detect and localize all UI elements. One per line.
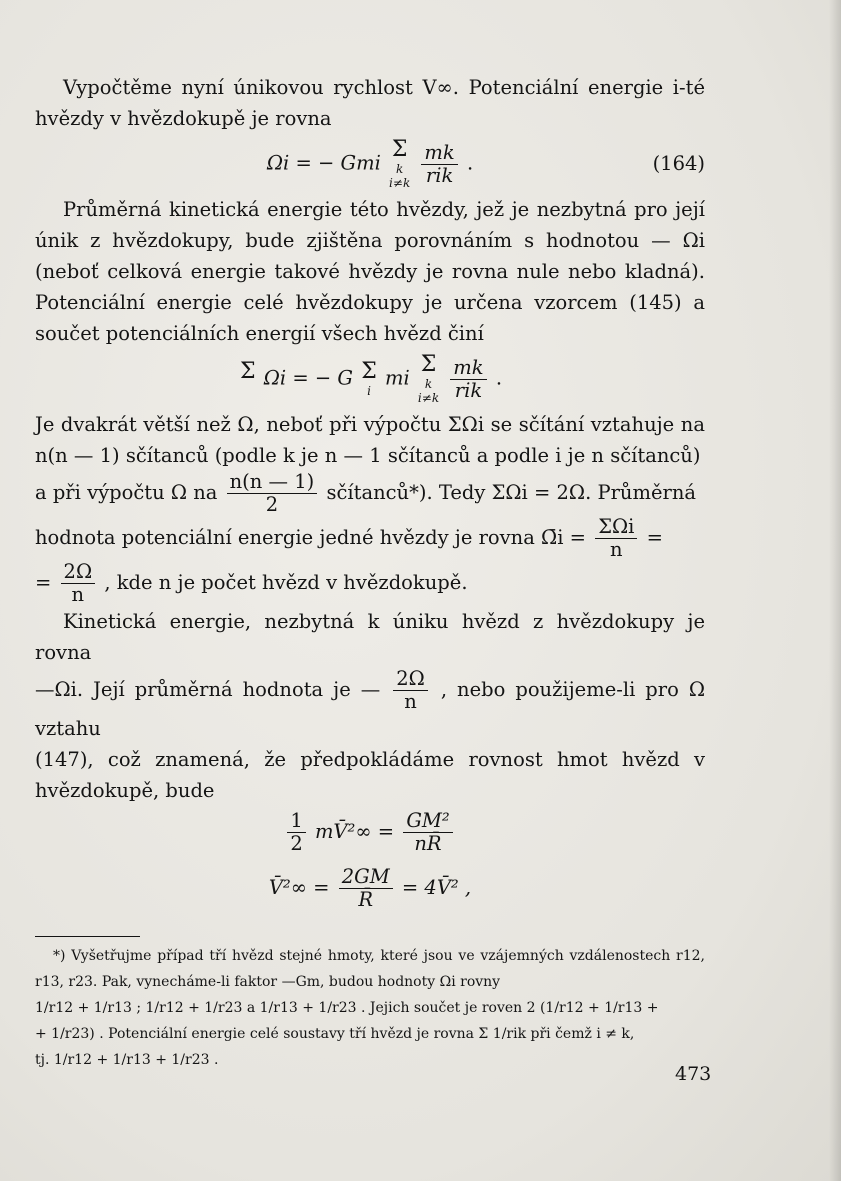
para3c-den: n (610, 538, 623, 561)
page-edge-shadow (829, 0, 841, 1181)
equation-kinetic (35, 810, 705, 862)
para3c-num: ΣΩi (595, 516, 637, 539)
para3d-den: n (71, 583, 85, 606)
eq2-fraction (450, 357, 486, 402)
para3b-post: sčítanců*). Tedy ΣΩi = 2Ω. Průměrná (326, 481, 697, 504)
para4b-fraction (393, 668, 428, 713)
eq4-num: 2GM (339, 866, 393, 889)
eq2-sub-k: k (424, 377, 433, 391)
footnote-rule (35, 936, 140, 937)
paragraph-3c (35, 516, 705, 561)
para4b-num: 2Ω (393, 668, 428, 691)
footnote-line-1: *) Vyšetřujme případ tří hvězd stejné hmoty, které jsou ve vzájemných vzdálenostech r12, r13, r23. Pak, vynecháme-li faktor —Gm, budou hodnoty Ωi rovny (35, 948, 705, 990)
eq3-half (287, 810, 305, 855)
eq2-num: mk (450, 357, 486, 380)
para4b-den: n (404, 690, 417, 713)
footnote-line-4: tj. 1/r12 + 1/r13 + 1/r23 . (35, 1052, 219, 1068)
eq164-sum-sub: k (395, 162, 404, 176)
eq164-sum: Σ k i≠k (389, 137, 411, 190)
eq4-den: R̄ (358, 888, 374, 911)
eq4-lhs: V̄²∞ = (268, 876, 330, 899)
eq164-lhs: Ωi = − Gmi (266, 151, 381, 175)
eq3-half-num: 1 (287, 810, 305, 833)
paragraph-3b (35, 471, 705, 516)
para4b-pre: —Ωi. Její průměrná hodnota je — (35, 678, 381, 701)
para3b-num: n(n — 1) (227, 471, 318, 494)
para4b-post: , nebo použijeme-li pro Ω vztahu (35, 678, 706, 740)
para3c-post: = (646, 526, 663, 549)
paragraph-4c: (147), což znamená, že předpokládáme rovnost hmot hvězd v hvězdokupě, bude (35, 748, 705, 802)
eq4-rhs: = 4V̄² , (401, 876, 472, 899)
eq2-sum-i: Σ i (361, 359, 377, 398)
para3d-post: , kde n je počet hvězd v hvězdokupě. (104, 571, 468, 594)
page-number: 473 (675, 1063, 712, 1085)
eq3-rhs-den: nR̄ (414, 832, 442, 855)
paragraph-4b (35, 668, 705, 744)
para3b-fraction (227, 471, 318, 516)
page-content (35, 72, 705, 1073)
footnote-line-3: + 1/r23) . Potenciální energie celé soustavy tří hvězd je rovna Σ 1/rik při čemž i ≠ k, (35, 1026, 635, 1042)
eq3-half-den: 2 (290, 832, 303, 855)
eq164-den: rik (425, 163, 454, 187)
para3c-pre: hodnota potenciální energie jedné hvězdy je rovna Ω̄i = (35, 526, 586, 549)
para3c-fraction (595, 516, 637, 561)
eq2-mi: mi (384, 366, 410, 390)
paragraph-3d (35, 561, 705, 606)
eq164-num: mk (421, 142, 457, 165)
eq2-sub-i: i (367, 384, 371, 398)
eq2-lhs: Ωi = − G (263, 366, 354, 390)
para3d-num: 2Ω (61, 561, 96, 584)
eq164-fraction (421, 142, 457, 187)
equation-sum-potential: Σ Ωi = − G Σ i mi Σ k i≠k $\frac{mk}{\text{rik}}$ . (239, 352, 503, 405)
paragraph-2: Průměrná kinetická energie této hvězdy, jež je nezbytná pro její únik z hvězdokupy, bude zjištěna porovnáním s hodnotou — Ωi (neboť celková energie takové hvězdy je rovna nule nebo kladná). Potenciální energie celé hvězdokupy je určena vzorcem (145) a součet potenciálních energií všech hvězd činí (35, 198, 705, 345)
para3d-fraction (61, 561, 96, 606)
para3b-den: 2 (265, 493, 279, 516)
equation-number: (164) (652, 152, 705, 175)
footnote-line-2: 1/r12 + 1/r13 ; 1/r12 + 1/r23 a 1/r13 + 1/r23 . Jejich součet je roven 2 (1/r12 + 1/r13 + (35, 1000, 659, 1016)
eq3-mv: mV̄²∞ = (314, 820, 395, 843)
eq164-sum-sub2: i≠k (389, 176, 411, 190)
paragraph-3a: Je dvakrát větší než Ω, neboť při výpočtu ΣΩi se sčítání vztahuje na n(n — 1) sčítanců (podle k je n — 1 sčítanců a podle i je n sčítanců) (35, 413, 705, 467)
equation-164: Ωi = − Gmi Σ k i≠k $\frac{mk}{\text{rik}}$ . (164) (266, 137, 705, 190)
paragraph-4a: Kinetická energie, nezbytná k úniku hvězd z hvězdokupy je rovna (35, 610, 705, 664)
eq2-sub-ik: i≠k (417, 391, 440, 405)
paragraph-1: Vypočtěme nyní únikovou rychlost V∞. Potenciální energie i-té hvězdy v hvězdokupě je rovna (35, 76, 705, 130)
eq4-fraction (339, 866, 393, 911)
equation-escape-velocity (35, 866, 705, 918)
para3b-pre: a při výpočtu Ω na (35, 481, 218, 504)
eq3-rhs (403, 810, 452, 855)
para3d-pre: = (35, 571, 52, 594)
eq2-den: rik (454, 378, 483, 402)
eq3-rhs-num: GM² (403, 810, 452, 833)
eq2-sum-k: Σ k i≠k (417, 352, 440, 405)
